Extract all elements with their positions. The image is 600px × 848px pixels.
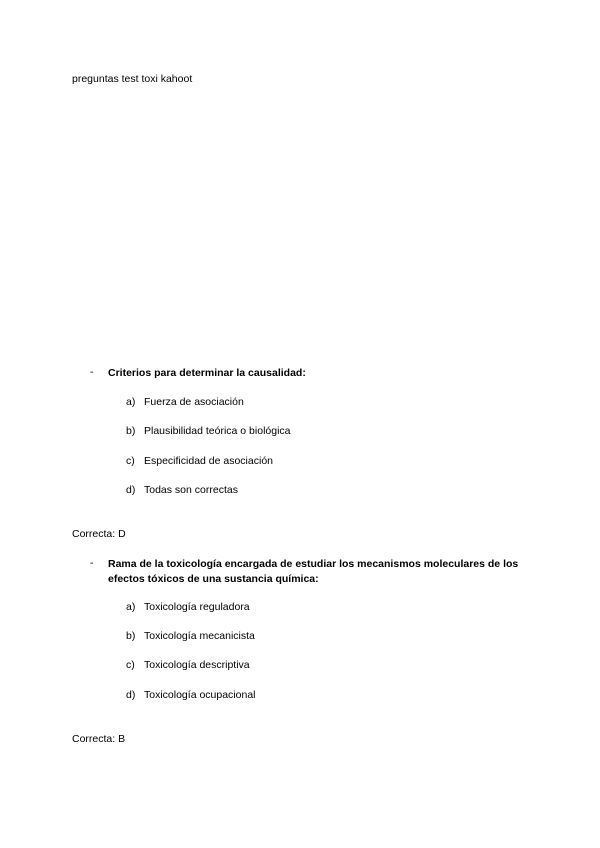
option-letter: a) [126, 601, 136, 613]
document-title: preguntas test toxi kahoot [72, 73, 193, 85]
option-text: Fuerza de asociación [144, 396, 244, 408]
question-bullet: - [90, 366, 94, 378]
option-text: Toxicología ocupacional [144, 689, 256, 701]
option-text: Especificidad de asociación [144, 455, 273, 467]
question-bullet: - [90, 557, 94, 569]
option-letter: c) [126, 455, 135, 467]
question-text: Criterios para determinar la causalidad: [108, 367, 306, 379]
option-text: Toxicología descriptiva [144, 659, 250, 671]
question-1-answer: Correcta: D [72, 528, 126, 540]
option-letter: b) [126, 630, 136, 642]
option-text: Toxicología mecanicista [144, 630, 255, 642]
option-letter: c) [126, 659, 135, 671]
option-text: Toxicología reguladora [144, 601, 250, 613]
option-text: Plausibilidad teórica o biológica [144, 425, 291, 437]
option-letter: d) [126, 484, 136, 496]
option-letter: b) [126, 425, 136, 437]
option-text: Todas son correctas [144, 484, 238, 496]
question-2-answer: Correcta: B [72, 733, 126, 745]
option-letter: d) [126, 689, 136, 701]
question-text: Rama de la toxicología encargada de estudiar los mecanismos moleculares de los efectos tóxicos de una sustancia química: [108, 558, 519, 585]
option-letter: a) [126, 396, 136, 408]
